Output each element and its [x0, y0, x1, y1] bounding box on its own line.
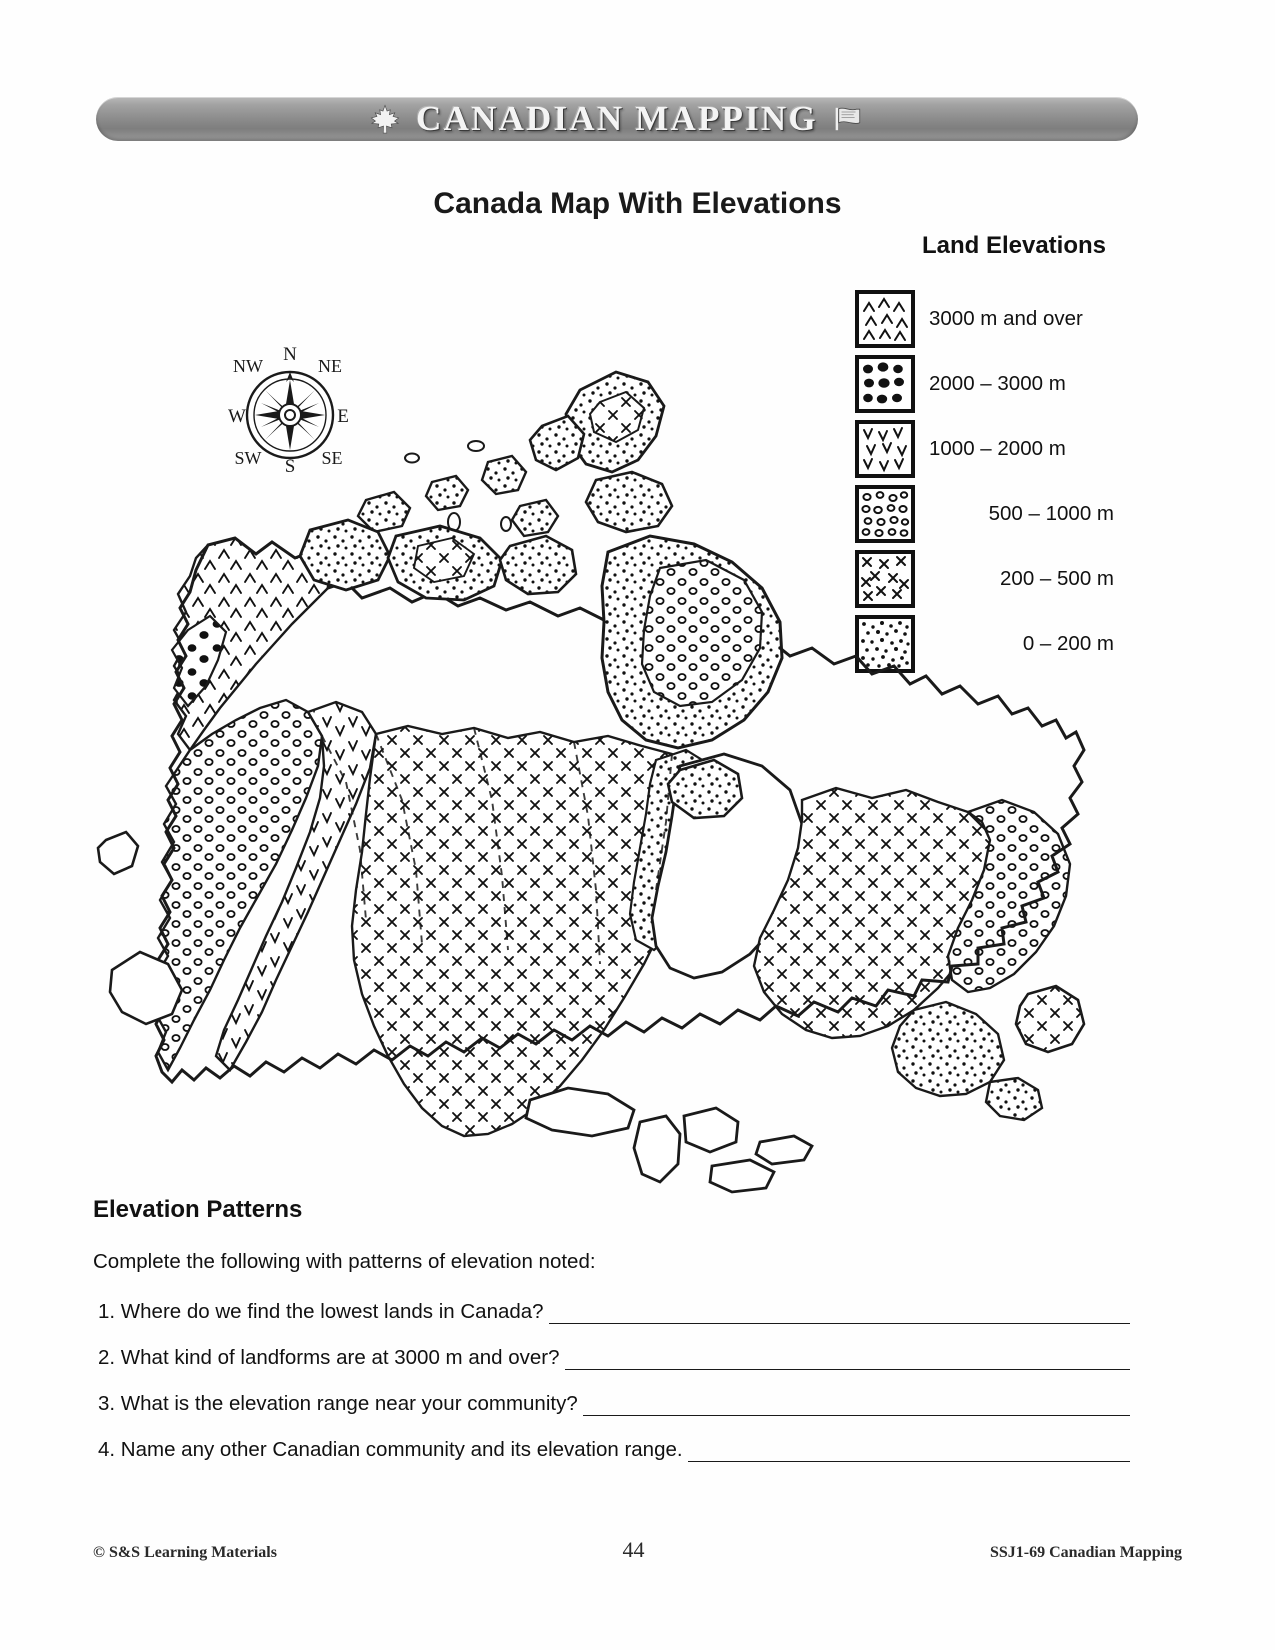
footer-code: SSJ1-69 Canadian Mapping — [989, 1544, 1182, 1561]
arctic-small-island-a — [482, 456, 526, 494]
newfoundland — [1016, 986, 1084, 1052]
banks-island — [300, 520, 390, 590]
legend-label: 0 – 200 m — [1022, 631, 1114, 655]
question-row-2 — [93, 1346, 1148, 1370]
arctic-islet-1 — [468, 441, 484, 451]
answer-line-1[interactable] — [549, 1305, 1130, 1324]
canada-elevation-map — [60, 330, 1140, 1250]
nova-scotia — [986, 1078, 1042, 1120]
footer-page-number: 44 — [622, 1537, 645, 1562]
question-text-2: 2. What kind of landforms are at 3000 m and over? — [98, 1346, 560, 1369]
arctic-small-island-b — [426, 476, 468, 510]
arctic-small-island-c — [512, 500, 558, 536]
lake-erie — [710, 1160, 774, 1192]
footer-copyright: © S&S Learning Materials — [93, 1544, 277, 1561]
legend-label: 500 – 1000 m — [988, 501, 1114, 525]
header-banner — [96, 97, 1138, 141]
question-text-1: 1. Where do we find the lowest lands in Canada? — [98, 1300, 544, 1323]
legend-label: 2000 – 3000 m — [929, 371, 1066, 395]
compass-label-ne: NE — [318, 356, 342, 376]
question-row-3 — [93, 1392, 1148, 1416]
compass-label-nw: NW — [233, 356, 263, 376]
banner-content — [96, 97, 1138, 141]
legend-label: 1000 – 2000 m — [929, 436, 1066, 460]
great-lakes — [526, 1088, 812, 1192]
arctic-islet-2 — [405, 454, 419, 463]
section-heading: Elevation Patterns — [93, 1196, 303, 1223]
page-footer — [93, 1537, 1182, 1563]
answer-line-4[interactable] — [688, 1443, 1130, 1462]
lake-huron — [684, 1108, 738, 1152]
question-row-1 — [93, 1300, 1148, 1324]
page-title: Canada Map With Elevations — [433, 187, 842, 221]
answer-line-2[interactable] — [565, 1351, 1130, 1370]
compass-label-w: W — [228, 406, 246, 427]
prince-of-wales-island — [500, 536, 576, 594]
compass-label-sw: SW — [234, 448, 262, 468]
lake-superior — [526, 1088, 634, 1136]
instruction-text: Complete the following with patterns of elevation noted: — [93, 1250, 596, 1273]
haida-gwaii — [98, 832, 138, 874]
compass-label-e: E — [337, 406, 349, 427]
maple-leaf-icon — [370, 104, 400, 134]
question-text-4: 4. Name any other Canadian community and its elevation range. — [98, 1438, 683, 1461]
question-text-3: 3. What is the elevation range near your community? — [98, 1392, 578, 1415]
compass-label-n: N — [283, 344, 297, 365]
lake-ontario — [756, 1136, 812, 1164]
compass-label-se: SE — [321, 448, 343, 468]
map-illustration — [60, 330, 1140, 1250]
compass-label-s: S — [284, 456, 296, 477]
question-row-4 — [93, 1438, 1148, 1462]
devon-island — [586, 472, 672, 532]
legend-label: 200 – 500 m — [1000, 566, 1114, 590]
lake-michigan — [634, 1116, 680, 1182]
worksheet-section — [93, 1196, 1148, 1484]
legend-label: 3000 m and over — [929, 306, 1083, 330]
flag-icon — [834, 105, 864, 133]
answer-line-3[interactable] — [583, 1397, 1130, 1416]
region-0-200-maritimes — [892, 1002, 1004, 1096]
compass-rose — [228, 344, 349, 477]
banner-title: CANADIAN MAPPING — [416, 99, 818, 138]
legend-title: Land Elevations — [921, 232, 1107, 259]
axel-heiberg-island — [530, 416, 584, 470]
arctic-islet-4 — [501, 517, 511, 531]
